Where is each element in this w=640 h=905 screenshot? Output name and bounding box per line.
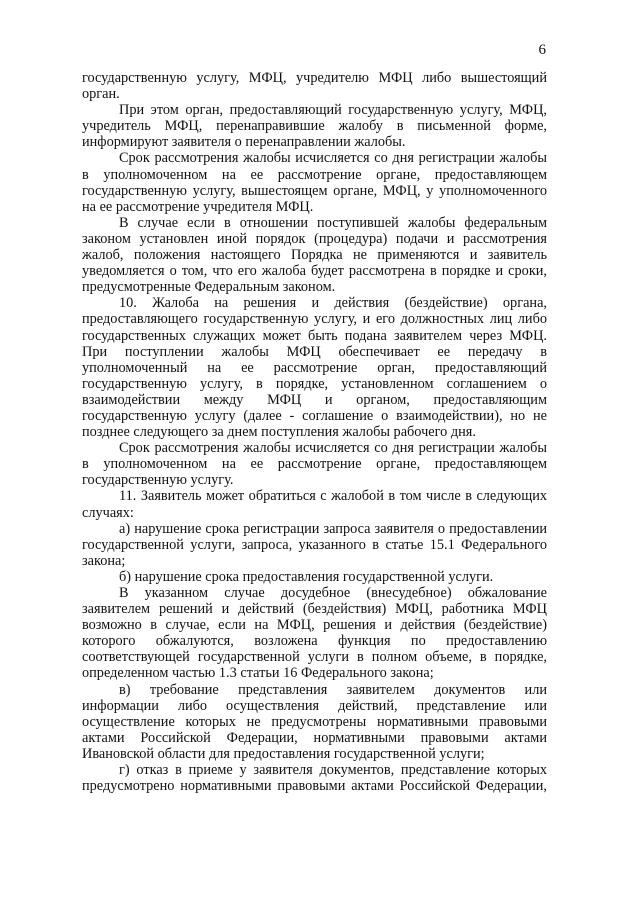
paragraph-case-b-detail: В указанном случае досудебное (внесудебное) обжалование заявителем решений и действий (бездействия) МФЦ, работника МФЦ возможно в случае, если на МФЦ, решения и действия (бездействие) которого обжалуются, возложена функция по предоставлению соответствующей государственной услуги в полном объеме, в порядке, определенном частью 1.3 статьи 16 Федерального закона; <box>82 585 547 682</box>
paragraph-review-period-mfc: Срок рассмотрения жалобы исчисляется со дня регистрации жалобы в уполномоченном на ее рассмотрение органе, предоставляющем государственную услугу. <box>82 440 547 489</box>
paragraph-item-10: 10. Жалоба на решения и действия (бездействие) органа, предоставляющего государственную услугу, и его должностных лиц либо государственных служащих может быть подана заявителем через МФЦ. При поступлении жалобы МФЦ обеспечивает ее передачу в уполномоченный на ее рассмотрение орган, предоставляющий государственную услугу, в порядке, установленном соглашением о взаимодействии между МФЦ и органом, предоставляющим государственную услугу (далее - соглашение о взаимодействии), но не позднее следующего за днем поступления жалобы рабочего дня. <box>82 295 547 441</box>
paragraph-case-a: а) нарушение срока регистрации запроса заявителя о предоставлении государственной услуги, запроса, указанного в статье 15.1 Федерального закона; <box>82 520 547 569</box>
paragraph-review-period: Срок рассмотрения жалобы исчисляется со дня регистрации жалобы в уполномоченном на ее рассмотрение органе, предоставляющем государственную услугу, вышестоящем органе, МФЦ, у уполномоченного на ее рассмотрение учредителя МФЦ. <box>82 150 547 215</box>
page-number: 6 <box>538 42 546 58</box>
document-body <box>82 70 547 794</box>
paragraph-case-b: б) нарушение срока предоставления государственной услуги. <box>119 568 494 585</box>
paragraph-federal-law: В случае если в отношении поступившей жалобы федеральным законом установлен иной порядок (процедура) подачи и рассмотрения жалоб, положения настоящего Порядка не применяются и заявитель уведомляется о том, что его жалоба будет рассмотрена в порядке и сроки, предусмотренные Федеральным законом. <box>82 214 547 296</box>
paragraph-case-g: г) отказ в приеме у заявителя документов, представление которых предусмотрено нормативными правовыми актами Российской Федерации, <box>82 762 547 795</box>
paragraph-redirect-notice: При этом орган, предоставляющий государственную услугу, МФЦ, учредитель МФЦ, перенаправившие жалобу в письменной форме, информируют заявителя о перенаправлении жалобы. <box>82 102 547 151</box>
paragraph-continuation: государственную услугу, МФЦ, учредителю МФЦ либо вышестоящий орган. <box>82 70 547 103</box>
paragraph-item-11: 11. Заявитель может обратиться с жалобой в том числе в следующих случаях: <box>82 488 547 521</box>
paragraph-case-v: в) требование представления заявителем документов или информации либо осуществления действий, представление или осуществление которых не предусмотрены нормативными правовыми актами Российской Федерации, нормативными правовыми актами Ивановской области для предоставления государственной услуги; <box>82 681 547 762</box>
